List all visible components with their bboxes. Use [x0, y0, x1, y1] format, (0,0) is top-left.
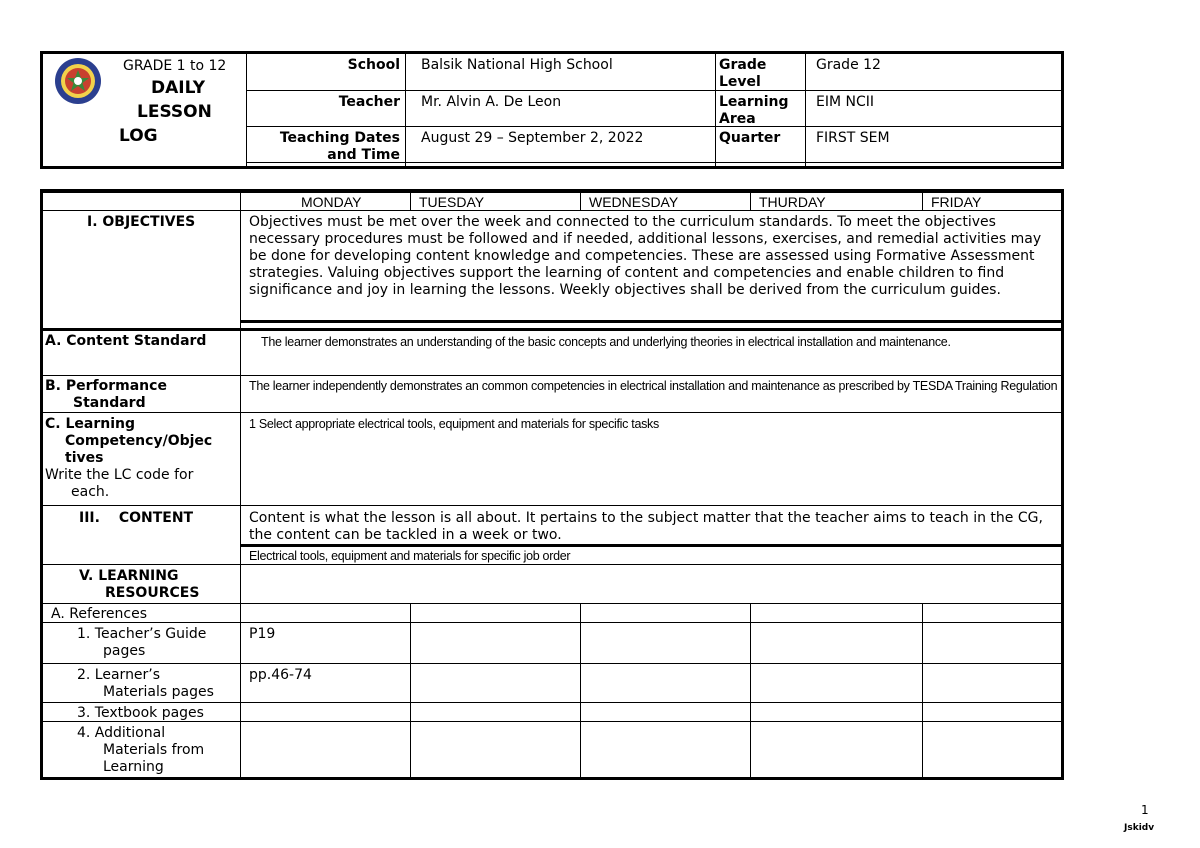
- learners-materials-label: [77, 667, 214, 701]
- teacher-label: Teacher: [338, 94, 400, 110]
- day-header-wednesday: WEDNESDAY: [589, 194, 679, 210]
- learning-resources-line1: V. LEARNING: [79, 568, 179, 584]
- content-standard-label: A. Content Standard: [45, 333, 207, 349]
- learning-area-label: Learning Area: [719, 94, 789, 127]
- learning-resources-label: [79, 568, 199, 602]
- teaching-dates-value: August 29 – September 2, 2022: [421, 130, 644, 146]
- day-header-tuesday: TUESDAY: [419, 194, 485, 210]
- lc-code-note-line1: Write the LC code for: [45, 467, 194, 483]
- performance-standard-label-line1: B. Performance: [45, 378, 167, 394]
- learning-resources-line2: RESOURCES: [105, 585, 200, 601]
- performance-standard-text: The learner independently demonstrates an common competencies in electrical installation and maintenance as prescribed by TESDA Training Regulation: [249, 379, 1058, 393]
- learning-competency-line2: Competency/Objec: [65, 433, 213, 449]
- additional-materials-line2: Materials from: [103, 742, 205, 758]
- teacher-value: Mr. Alvin A. De Leon: [421, 94, 562, 110]
- teachers-guide-monday: P19: [249, 626, 276, 642]
- teachers-guide-label: [77, 626, 206, 660]
- learners-materials-line2: Materials pages: [103, 684, 214, 700]
- school-label: School: [347, 57, 400, 73]
- page-number: 1: [1141, 803, 1149, 817]
- title-line-log: LOG: [119, 126, 158, 146]
- additional-materials-line3: Learning: [103, 759, 164, 775]
- teachers-guide-line2: pages: [103, 643, 146, 659]
- deped-seal-icon: [54, 57, 102, 105]
- lc-code-note-line2: each.: [71, 484, 110, 500]
- content-description: Content is what the lesson is all about. It pertains to the subject matter that the teacher aims to teach in the CG, the content can be tackled in a week or two.: [249, 510, 1043, 543]
- content-topic: Electrical tools, equipment and materials for specific job order: [249, 549, 571, 563]
- lesson-log-table: [40, 189, 1064, 780]
- additional-materials-line1: 4. Additional: [77, 725, 166, 741]
- learners-materials-monday: pp.46-74: [249, 667, 312, 683]
- references-label: A. References: [51, 606, 148, 622]
- performance-standard-label-line2: Standard: [73, 395, 146, 411]
- day-header-monday: MONDAY: [301, 194, 362, 210]
- objectives-label: I. OBJECTIVES: [87, 214, 196, 230]
- content-standard-text: The learner demonstrates an understanding of the basic concepts and underlying theories in electrical installation and maintenance.: [261, 335, 951, 349]
- title-line-daily: DAILY: [151, 78, 206, 98]
- textbook-pages-label: 3. Textbook pages: [77, 705, 204, 721]
- header-table: [40, 51, 1064, 169]
- teachers-guide-line1: 1. Teacher’s Guide: [77, 626, 207, 642]
- learning-area-value: EIM NCII: [816, 94, 875, 110]
- day-header-friday: FRIDAY: [931, 194, 982, 210]
- learning-competency-label: [45, 416, 239, 501]
- performance-standard-label: [45, 378, 167, 412]
- objectives-text: Objectives must be met over the week and connected to the curriculum standards. To meet the objectives necessary procedures must be followed and if needed, additional lessons, exercises, and remedial activities may be done for developing content knowledge and competencies. These are assessed using Formative Assessment strategies. Valuing objectives support the learning of content and competencies and enable children to find significance and joy in learning the lessons. Weekly objectives shall be derived from the curriculum guides.: [249, 214, 1042, 298]
- grade-range-label: GRADE 1 to 12: [123, 58, 227, 74]
- additional-materials-label: [77, 725, 204, 776]
- learning-competency-line1: C. Learning: [45, 416, 135, 432]
- grade-level-value: Grade 12: [816, 57, 881, 73]
- daily-lesson-log-title: [119, 76, 249, 148]
- quarter-label: Quarter: [719, 130, 781, 146]
- teaching-dates-label: Teaching Dates and Time: [279, 130, 400, 163]
- learners-materials-line1: 2. Learner’s: [77, 667, 161, 683]
- content-label: III. CONTENT: [79, 510, 194, 526]
- learning-competency-text: 1 Select appropriate electrical tools, equipment and materials for specific tasks: [249, 417, 659, 431]
- learning-competency-line3: tives: [65, 450, 104, 466]
- quarter-value: FIRST SEM: [816, 130, 890, 146]
- day-header-thursday: THURDAY: [759, 194, 826, 210]
- school-value: Balsik National High School: [421, 57, 613, 73]
- page-footer-tag: Jskidv: [1124, 823, 1155, 833]
- title-line-lesson: LESSON: [137, 102, 212, 122]
- grade-level-label: Grade Level: [719, 57, 767, 90]
